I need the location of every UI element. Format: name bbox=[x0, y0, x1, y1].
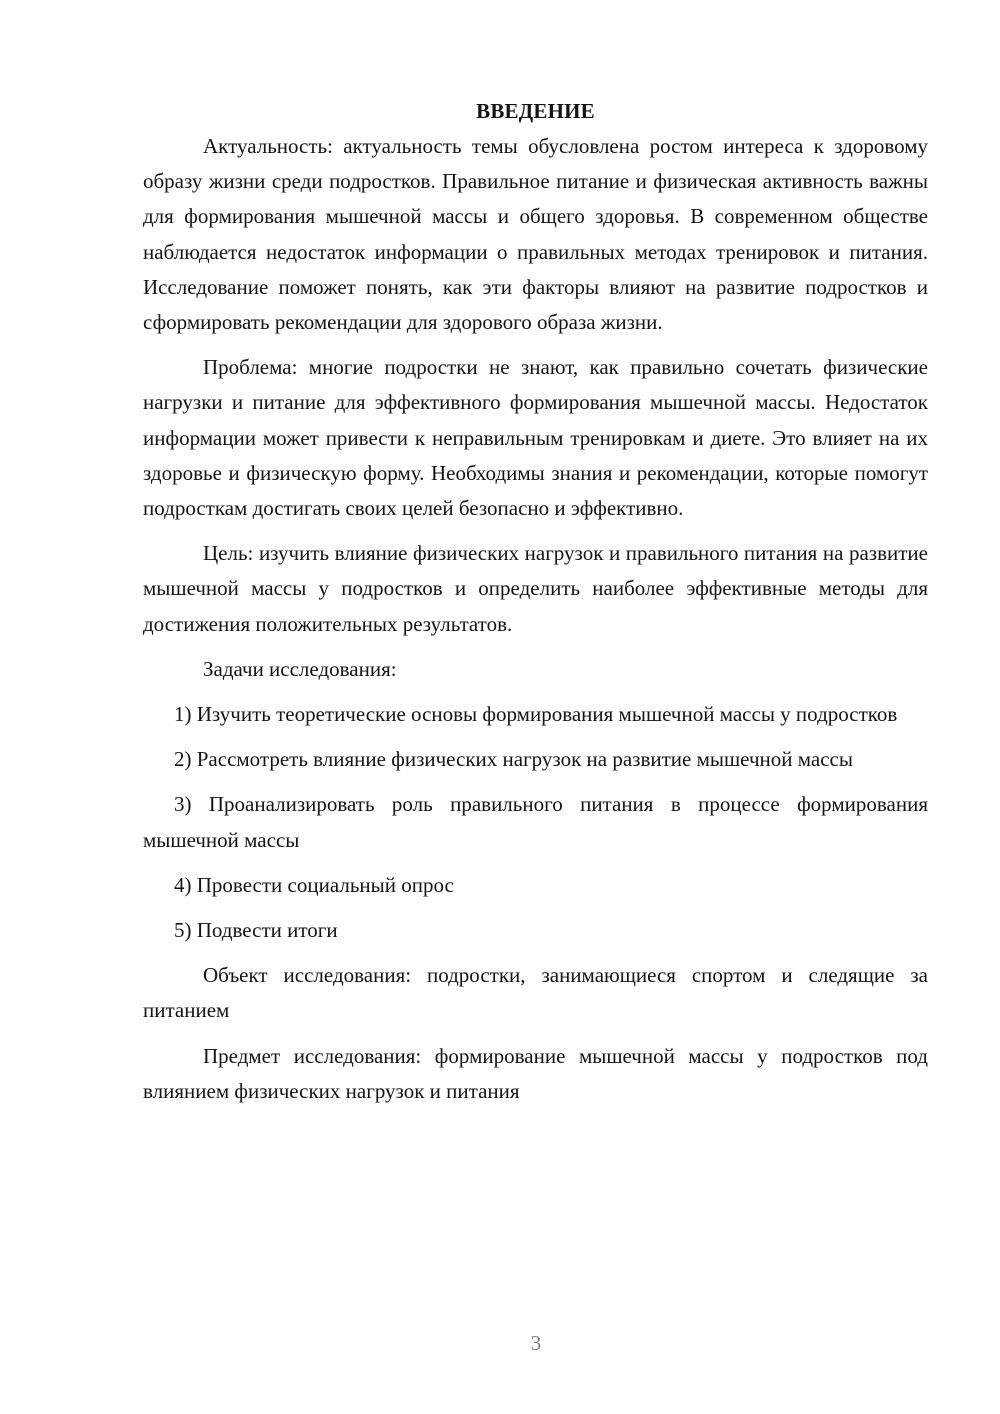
task-item: 2) Рассмотреть влияние физических нагрузок на развитие мышечной массы bbox=[174, 747, 853, 772]
tasks-heading: Задачи исследования: bbox=[203, 656, 397, 681]
section-title: ВВЕДЕНИЕ bbox=[476, 99, 595, 123]
page-content bbox=[143, 94, 928, 1119]
task-item: 4) Провести социальный опрос bbox=[174, 872, 454, 897]
goal-paragraph: Цель: изучить влияние физических нагрузок и правильного питания на развитие мышечной массы у подростков и определить наиболее эффективные методы для достижения положительных результатов. bbox=[143, 541, 928, 636]
task-item: 5) Подвести итоги bbox=[174, 918, 338, 943]
research-subject-paragraph: Предмет исследования: формирование мышечной массы у подростков под влиянием физических нагрузок и питания bbox=[143, 1043, 928, 1103]
problem-paragraph: Проблема: многие подростки не знают, как правильно сочетать физические нагрузки и питание для эффективного формирования мышечной массы. Недостаток информации может привести к неправильным тренировкам и диете. Это влияет на их здоровье и физическую форму. Необходимы знания и рекомендации, которые помогут подросткам достигать своих целей безопасно и эффективно. bbox=[143, 355, 928, 521]
task-item: 1) Изучить теоретические основы формирования мышечной массы у подростков bbox=[174, 702, 898, 727]
page-number: 3 bbox=[530, 1331, 542, 1355]
research-object-paragraph: Объект исследования: подростки, занимающиеся спортом и следящие за питанием bbox=[143, 963, 928, 1023]
task-item: 3) Проанализировать роль правильного питания в процессе формирования мышечной массы bbox=[143, 792, 928, 852]
relevance-paragraph: Актуальность: актуальность темы обусловлена ростом интереса к здоровому образу жизни среди подростков. Правильное питание и физическая активность важны для формирования мышечной массы и общего здоровья. В современном обществе наблюдается недостаток информации о правильных методах тренировок и питания. Исследование поможет понять, как эти факторы влияют на развитие подростков и сформировать рекомендации для здорового образа жизни. bbox=[143, 134, 928, 335]
